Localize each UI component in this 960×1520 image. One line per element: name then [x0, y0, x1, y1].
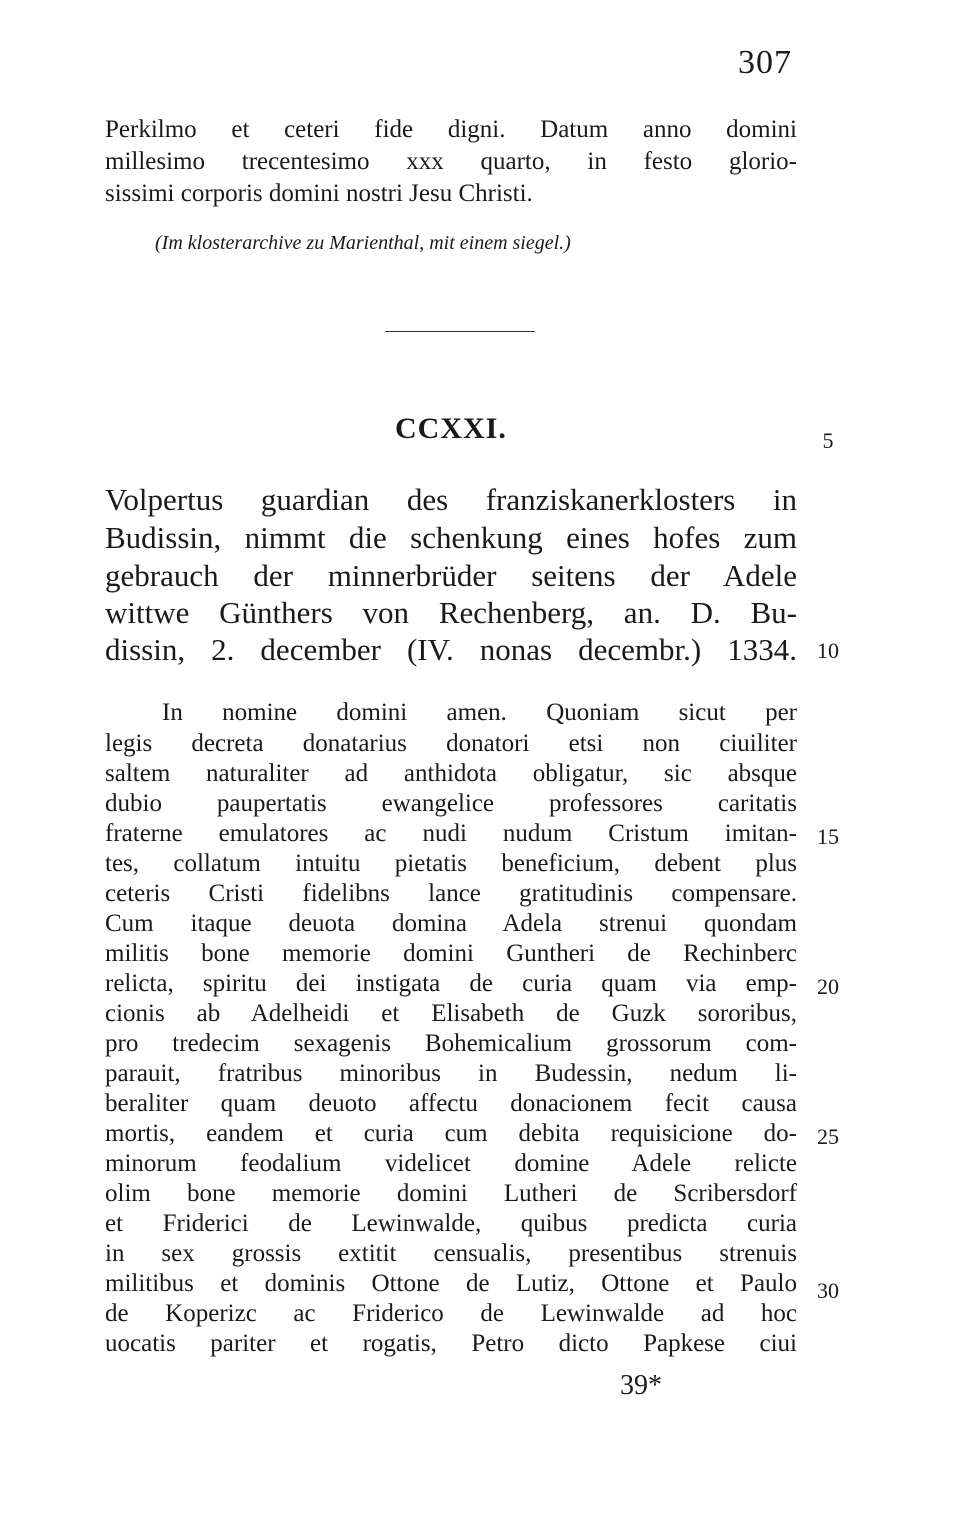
- line-number: 20: [817, 974, 839, 999]
- line-number: 5: [822, 428, 834, 453]
- signature-mark: 39*: [620, 1370, 662, 1401]
- body-text-line: fraterne emulatores ac nudi nudum Cristum imitan-: [105, 820, 797, 847]
- line-number: 30: [817, 1278, 839, 1303]
- line-number: 25: [817, 1124, 839, 1149]
- body-text-line: In nomine domini amen. Quoniam sicut per: [162, 699, 797, 726]
- body-text-line: parauit, fratribus minoribus in Budessin, nedum li-: [105, 1060, 797, 1087]
- body-text-line: ceteris Cristi fidelibns lance gratitudinis compensare.: [105, 880, 797, 907]
- regest-line: dissin, 2. december (IV. nonas decembr.) 1334.: [105, 632, 797, 667]
- preceding-text-line: sissimi corporis domini nostri Jesu Christi.: [105, 180, 533, 207]
- body-text-line: in sex grossis extitit censualis, presentibus strenuis: [105, 1240, 797, 1267]
- body-text-line: pro tredecim sexagenis Bohemicalium grossorum com-: [105, 1030, 797, 1057]
- section-divider: [385, 331, 535, 332]
- body-text-line: militibus et dominis Ottone de Lutiz, Ottone et Paulo: [105, 1270, 797, 1297]
- body-text-line: minorum feodalium videlicet domine Adele relicte: [105, 1150, 797, 1177]
- body-text-line: dubio paupertatis ewangelice professores caritatis: [105, 790, 797, 817]
- regest-line: Volpertus guardian des franziskanerklosters in: [105, 482, 797, 517]
- archive-note: (Im klosterarchive zu Marienthal, mit einem siegel.): [155, 232, 571, 254]
- regest-line: gebrauch der minnerbrüder seitens der Adele: [105, 558, 797, 593]
- body-text-line: relicta, spiritu dei instigata de curia quam via emp-: [105, 970, 797, 997]
- line-number: 15: [817, 824, 839, 849]
- body-text-line: de Koperizc ac Friderico de Lewinwalde ad hoc: [105, 1300, 797, 1327]
- regest-line: wittwe Günthers von Rechenberg, an. D. Bu-: [105, 595, 797, 630]
- preceding-text-line: Perkilmo et ceteri fide digni. Datum anno domini: [105, 116, 797, 143]
- body-text-line: mortis, eandem et curia cum debita requisicione do-: [105, 1120, 797, 1147]
- body-text-line: militis bone memorie domini Guntheri de Rechinberc: [105, 940, 797, 967]
- body-text-line: tes, collatum intuitu pietatis beneficium, debent plus: [105, 850, 797, 877]
- body-text-line: et Friderici de Lewinwalde, quibus predicta curia: [105, 1210, 797, 1237]
- body-text-line: beraliter quam deuoto affectu donacionem fecit causa: [105, 1090, 797, 1117]
- regest-line: Budissin, nimmt die schenkung eines hofes zum: [105, 520, 797, 555]
- preceding-text-line: millesimo trecentesimo xxx quarto, in festo glorio-: [105, 148, 797, 175]
- line-number: 10: [817, 638, 839, 663]
- body-text-line: cionis ab Adelheidi et Elisabeth de Guzk sororibus,: [105, 1000, 797, 1027]
- body-text-line: saltem naturaliter ad anthidota obligatur, sic absque: [105, 760, 797, 787]
- page-number: 307: [738, 44, 792, 81]
- document-number: CCXXI.: [395, 412, 507, 445]
- body-text-line: uocatis pariter et rogatis, Petro dicto Papkese ciui: [105, 1330, 797, 1357]
- body-text-line: olim bone memorie domini Lutheri de Scribersdorf: [105, 1180, 797, 1207]
- body-text-line: Cum itaque deuota domina Adela strenui quondam: [105, 910, 797, 937]
- body-text-line: legis decreta donatarius donatori etsi non ciuiliter: [105, 730, 797, 757]
